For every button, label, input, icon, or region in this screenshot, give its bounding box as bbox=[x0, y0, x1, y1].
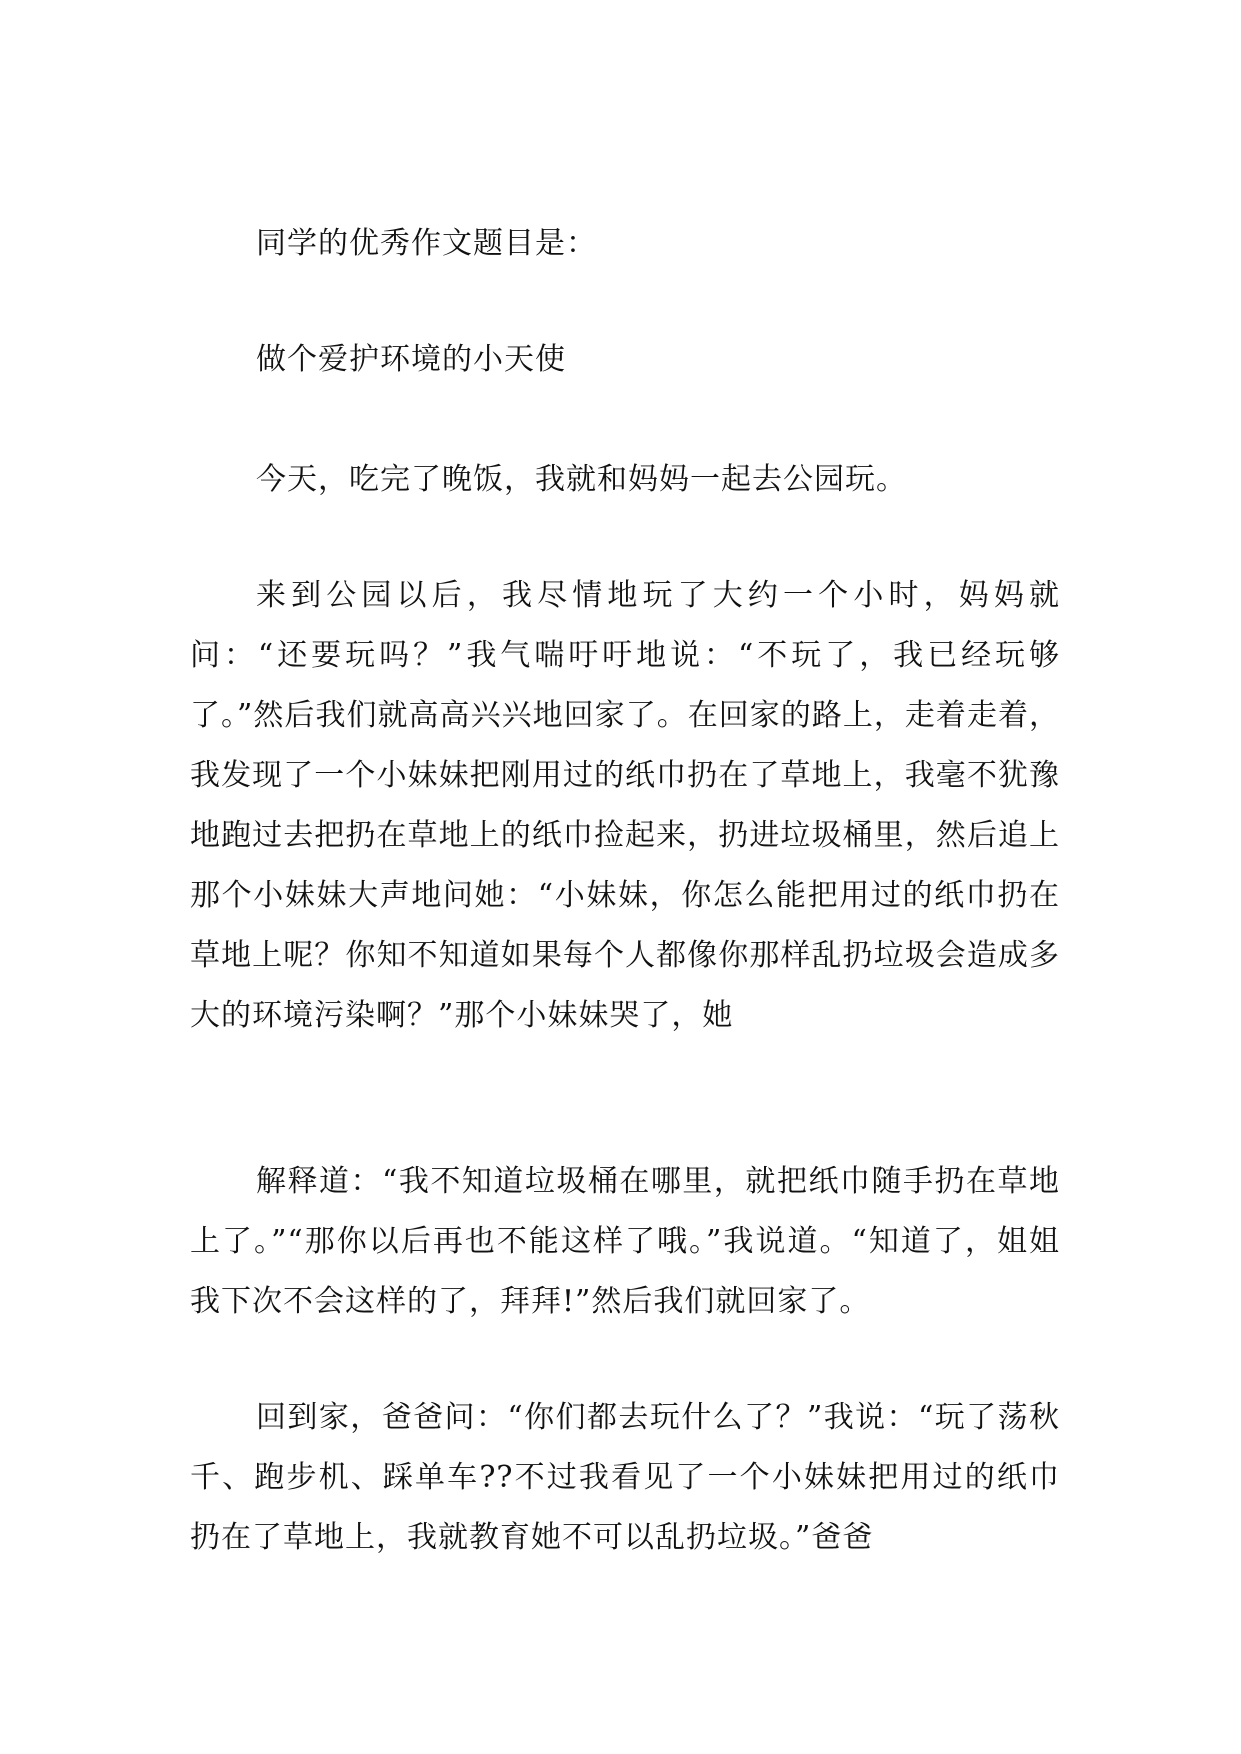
paragraph-explanation: 解释道：“我不知道垃圾桶在哪里，就把纸巾随手扔在草地上了。”“那你以后再也不能这样了哦。”我说道。“知道了，姐姐我下次不会这样的了，拜拜!”然后我们就回家了。 bbox=[190, 1164, 1060, 1319]
essay-title: 做个爱护环境的小天使 bbox=[256, 342, 566, 377]
paragraph-opening: 今天，吃完了晚饭，我就和妈妈一起去公园玩。 bbox=[256, 462, 907, 497]
paragraph-home: 回到家，爸爸问：“你们都去玩什么了？”我说：“玩了荡秋千、跑步机、踩单车??不过我看见了一个小妹妹把用过的纸巾扔在了草地上，我就教育她不可以乱扔垃圾。”爸爸 bbox=[190, 1400, 1060, 1555]
paragraph-park: 来到公园以后，我尽情地玩了大约一个小时，妈妈就问：“还要玩吗？”我气喘吁吁地说：“不玩了，我已经玩够了。”然后我们就高高兴兴地回家了。在回家的路上，走着走着，我发现了一个小妹妹把刚用过的纸巾扔在了草地上，我毫不犹豫地跑过去把扔在草地上的纸巾捡起来，扔进垃圾桶里，然后追上那个小妹妹大声地问她：“小妹妹，你怎么能把用过的纸巾扔在草地上呢？你知不知道如果每个人都像你那样乱扔垃圾会造成多大的环境污染啊？”那个小妹妹哭了，她 bbox=[190, 578, 1060, 1033]
paragraph-intro: 同学的优秀作文题目是： bbox=[256, 226, 597, 261]
